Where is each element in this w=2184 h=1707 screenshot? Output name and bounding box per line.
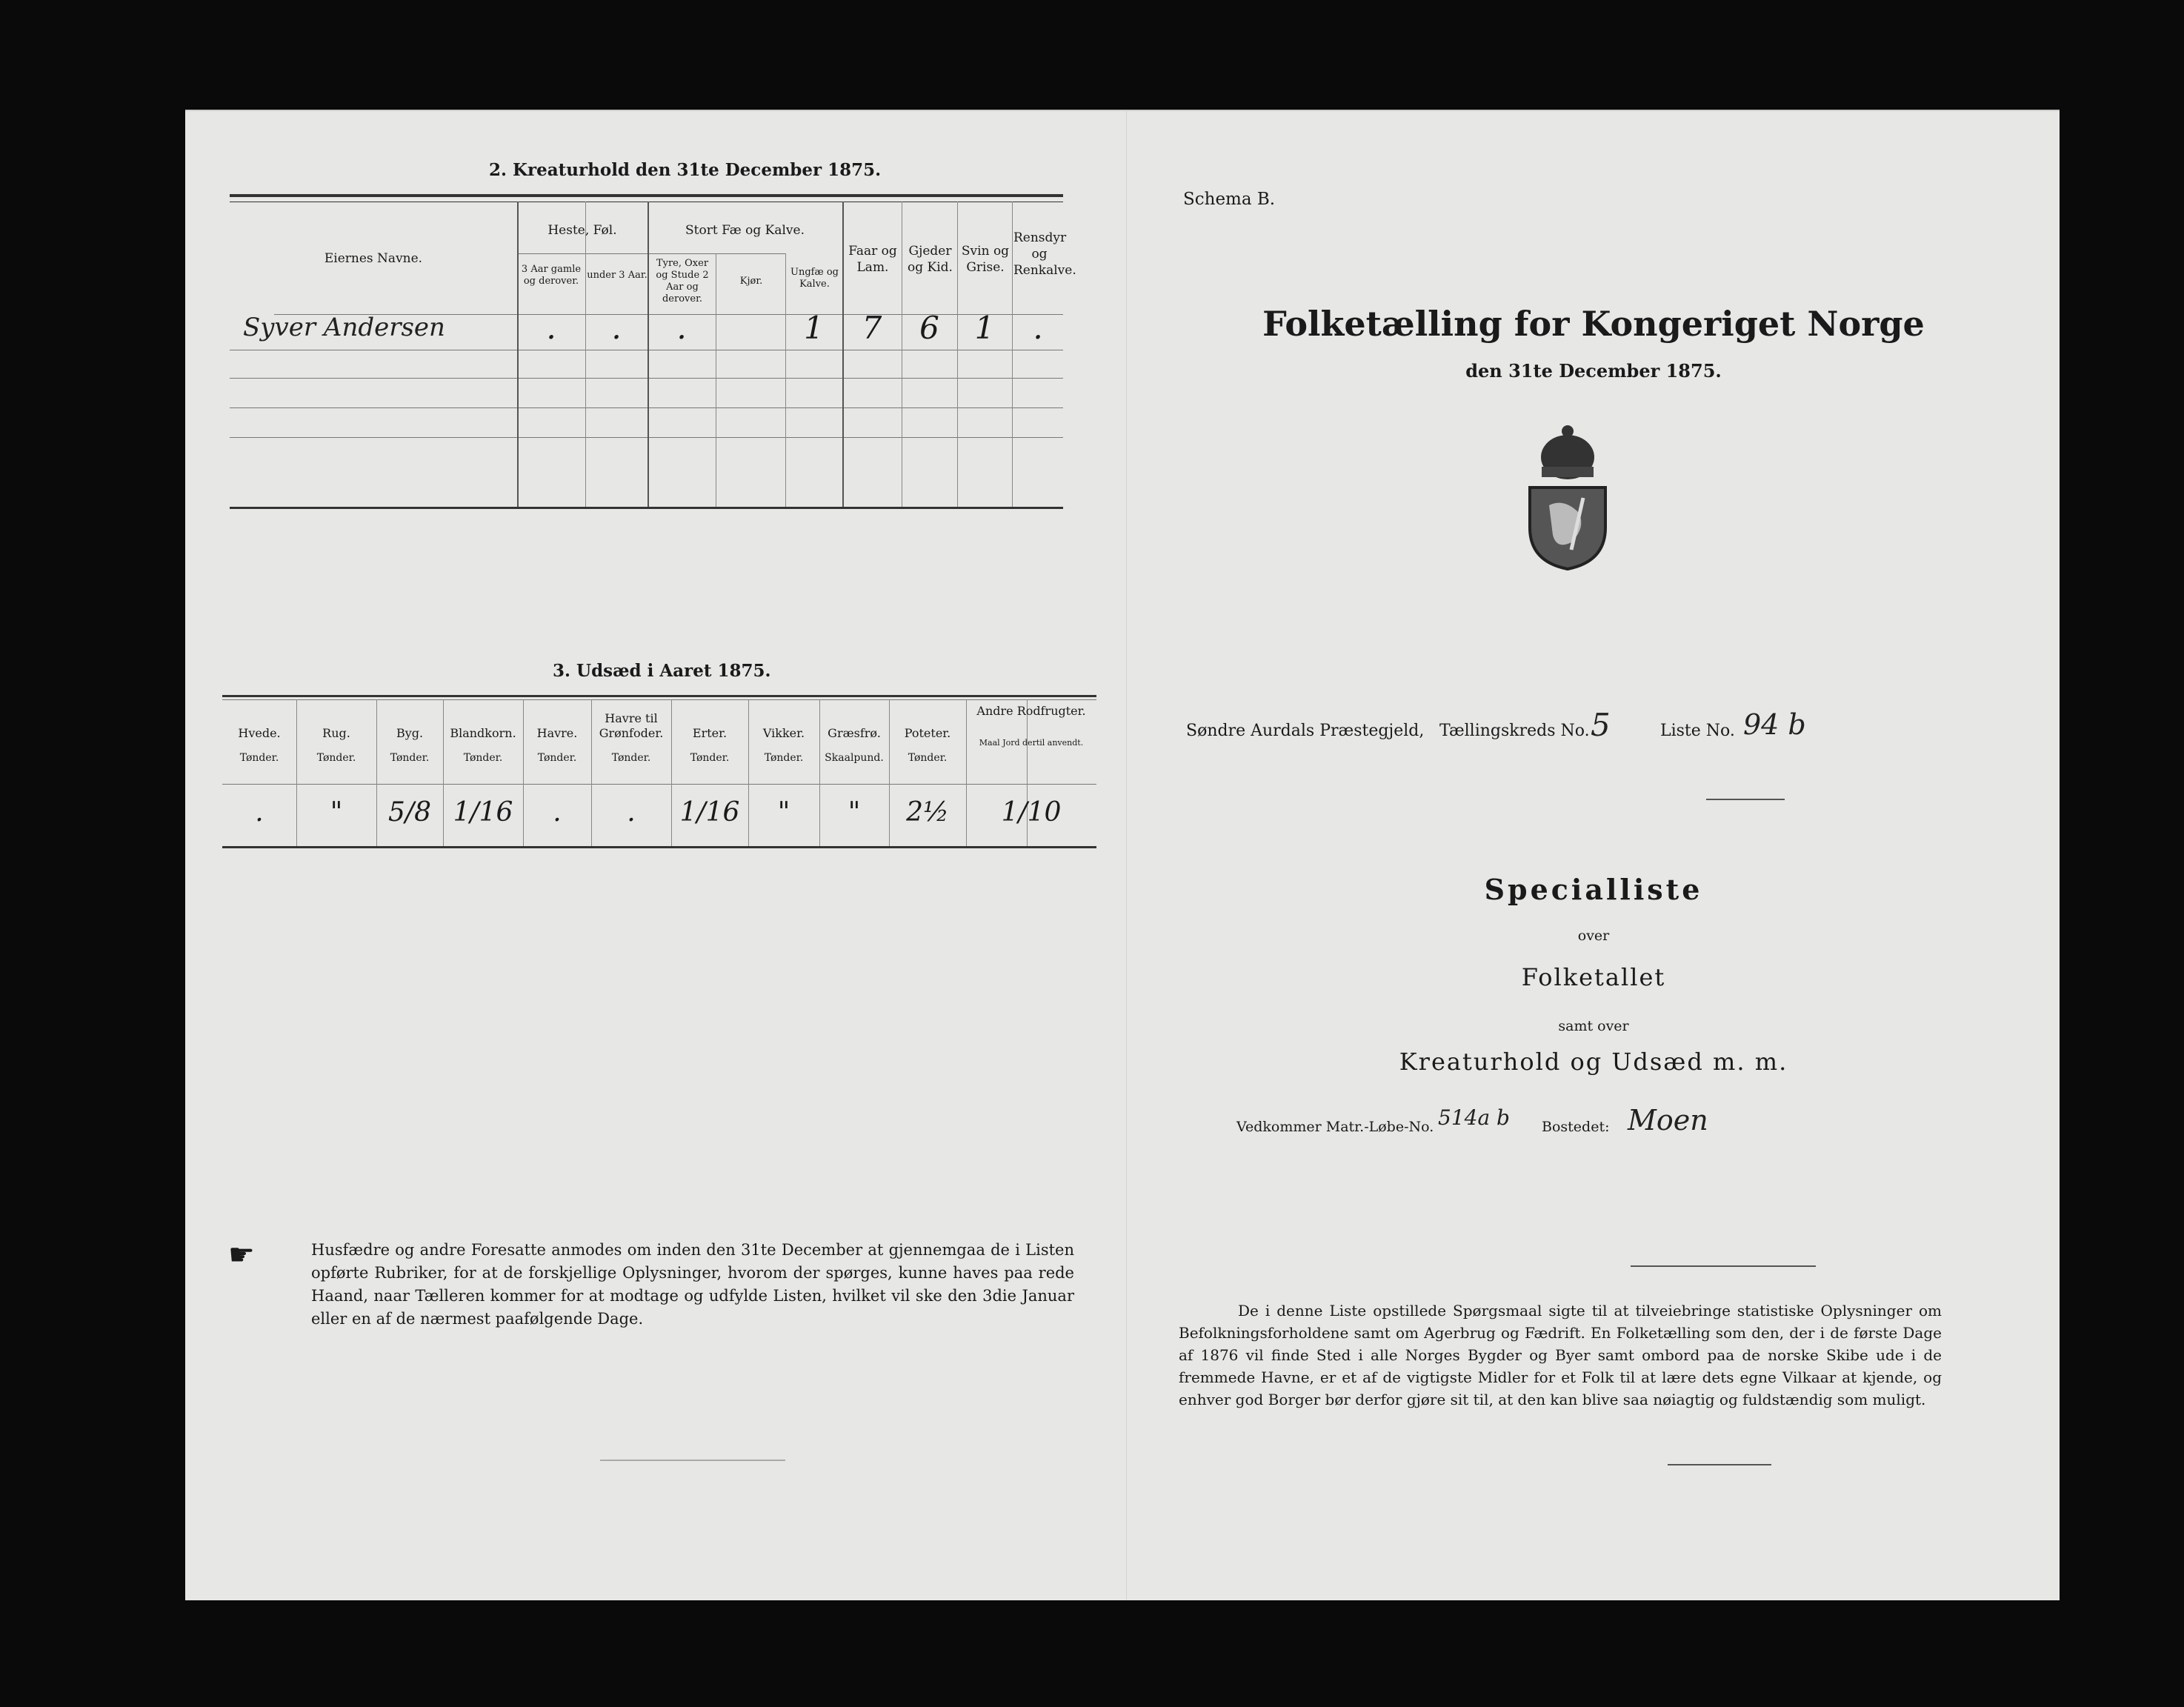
coat-of-arms-icon bbox=[1519, 416, 1616, 572]
udsaed-header-name: Rug. bbox=[322, 726, 350, 740]
header-svin: Svin og Grise. bbox=[961, 244, 1010, 275]
matr-label: Vedkommer Matr.-Løbe-No. bbox=[1236, 1119, 1434, 1135]
udsaed-value: 1/16 bbox=[453, 797, 513, 828]
right-page bbox=[1126, 111, 2060, 1600]
udsaed-header-unit: Tønder. bbox=[390, 752, 430, 764]
tellingskreds-label: Tællingskreds No. bbox=[1439, 722, 1590, 740]
udsaed-header-unit: Skaalpund. bbox=[825, 752, 884, 764]
udsaed-header-name: Erter. bbox=[692, 726, 728, 740]
bosted-label: Bostedet: bbox=[1542, 1119, 1610, 1135]
bosted-value: Moen bbox=[1628, 1104, 1708, 1137]
udsaed-header-name: Vikker. bbox=[762, 726, 805, 740]
row-value: 6 bbox=[919, 310, 939, 346]
udsaed-header-unit: Tønder. bbox=[908, 752, 948, 764]
header-gjeder: Gjeder og Kid. bbox=[908, 244, 953, 275]
udsaed-header-name: Havre til Grønfoder. bbox=[599, 711, 664, 740]
prestegjeld: Søndre Aurdals Præstegjeld, bbox=[1186, 722, 1425, 740]
udsaed-header-unit: Tønder. bbox=[316, 752, 356, 764]
udsaed-header-name: Poteter. bbox=[904, 726, 951, 740]
census-date: den 31te December 1875. bbox=[1465, 360, 1722, 382]
udsaed-value: . bbox=[627, 797, 636, 828]
udsaed-value: " bbox=[848, 797, 861, 828]
tellingskreds-value: 5 bbox=[1591, 707, 1611, 743]
udsaed-value: 5/8 bbox=[388, 797, 431, 828]
specialliste-title: Specialliste bbox=[1484, 873, 1703, 906]
row-value: . bbox=[1033, 310, 1043, 346]
over-label-1: over bbox=[1577, 928, 1610, 944]
row-value: 7 bbox=[862, 310, 882, 346]
header-under-3-aar: under 3 Aar. bbox=[587, 270, 647, 281]
signature-scribble bbox=[600, 1460, 785, 1461]
udsaed-header-unit: Tønder. bbox=[239, 752, 279, 764]
udsaed-header-name: Blandkorn. bbox=[450, 726, 516, 740]
pointing-hand-icon: ☛ bbox=[228, 1238, 255, 1272]
udsaed-header-name: Byg. bbox=[396, 726, 424, 740]
udsaed-value: . bbox=[553, 797, 562, 828]
kreaturhold-title: 2. Kreaturhold den 31te December 1875. bbox=[489, 160, 882, 180]
row-value: . bbox=[676, 310, 687, 346]
header-ungfae: Ungfæ og Kalve. bbox=[790, 267, 839, 290]
group-heste-header: Heste, Føl. bbox=[547, 223, 617, 238]
header-kjor: Kjør. bbox=[739, 276, 763, 287]
schema-label: Schema B. bbox=[1183, 190, 1276, 209]
divider-line-2 bbox=[1631, 1265, 1816, 1267]
udsaed-header-name: Hvede. bbox=[238, 726, 281, 740]
udsaed-header-unit: Tønder. bbox=[764, 752, 804, 764]
udsaed-header-unit: Tønder. bbox=[537, 752, 577, 764]
liste-label: Liste No. bbox=[1660, 722, 1735, 740]
folketallet-title: Folketallet bbox=[1521, 963, 1666, 991]
owner-name: Syver Andersen bbox=[243, 313, 445, 342]
matr-value: 514a b bbox=[1438, 1105, 1510, 1130]
udsaed-header-unit: Tønder. bbox=[690, 752, 730, 764]
samt-over-label: samt over bbox=[1558, 1018, 1629, 1034]
udsaed-value: 1/16 bbox=[679, 797, 740, 828]
census-sheet bbox=[185, 110, 2060, 1600]
row-value: 1 bbox=[804, 310, 824, 346]
udsaed-header-unit: Tønder. bbox=[463, 752, 503, 764]
header-3-aar: 3 Aar gamle og derover. bbox=[521, 264, 582, 287]
udsaed-title: 3. Udsæd i Aaret 1875. bbox=[553, 661, 771, 681]
row-value: . bbox=[546, 310, 556, 346]
udsaed-value: 1/10 bbox=[1001, 797, 1062, 828]
liste-value: 94 b bbox=[1743, 708, 1806, 741]
header-rensdyr: Rensdyr og Renkalve. bbox=[1013, 230, 1076, 278]
left-page bbox=[185, 111, 1126, 1600]
udsaed-header-name: Andre Rodfrugter. bbox=[976, 704, 1086, 718]
header-faar: Faar og Lam. bbox=[848, 244, 897, 275]
udsaed-header-name: Havre. bbox=[536, 726, 578, 740]
udsaed-value: 2½ bbox=[906, 797, 949, 828]
row-value: . bbox=[611, 310, 622, 346]
divider-line bbox=[1706, 799, 1785, 800]
intro-text: De i denne Liste opstillede Spørgsmaal sigte til at tilveiebringe statistiske Oplysninger om Befolkningsforholdene samt om Agerbrug og Fædrift. En Folketælling som den, der i de første Dage af 1876 vil finde Sted i alle Norges Bygder og Byer samt ombord paa de norske Skibe ude i de fremmede Havne, er et af de vigtigste Midler for et Folk til at lære dets egne Vilkaar at kjende, og enhver god Borger bør derfor gjøre sit til, at den kan blive saa nøiagtig og fuldstændig som muligt. bbox=[1179, 1302, 1942, 1408]
udsaed-header-name: Græsfrø. bbox=[828, 726, 881, 740]
udsaed-header-unit: Maal Jord dertil anvendt. bbox=[979, 738, 1084, 748]
group-stort-header: Stort Fæ og Kalve. bbox=[685, 223, 805, 238]
udsaed-value: " bbox=[777, 797, 790, 828]
udsaed-header-unit: Tønder. bbox=[611, 752, 651, 764]
census-title: Folketælling for Kongeriget Norge bbox=[1262, 304, 1925, 344]
udsaed-value: " bbox=[330, 797, 343, 828]
row-value: 1 bbox=[974, 310, 995, 346]
notice-text: Husfædre og andre Foresatte anmodes om inden den 31te December at gjennemgaa de i Listen opførte Rubriker, for at de forskjellige Oplysninger, hvorom der spørges, kunne haves paa rede Haand, naar Tælleren kommer for at modtage og udfylde Listen, hvilket vil ske den 3die Januar eller en af de nærmest paafølgende Dage. bbox=[311, 1241, 1074, 1328]
header-tyre: Tyre, Oxer og Stude 2 Aar og derover. bbox=[656, 258, 709, 305]
col-owner-header: Eiernes Navne. bbox=[324, 251, 423, 266]
kreaturhold-udsaed-title: Kreaturhold og Udsæd m. m. bbox=[1399, 1048, 1788, 1076]
divider-line-3 bbox=[1668, 1464, 1771, 1465]
udsaed-value: . bbox=[255, 797, 264, 828]
